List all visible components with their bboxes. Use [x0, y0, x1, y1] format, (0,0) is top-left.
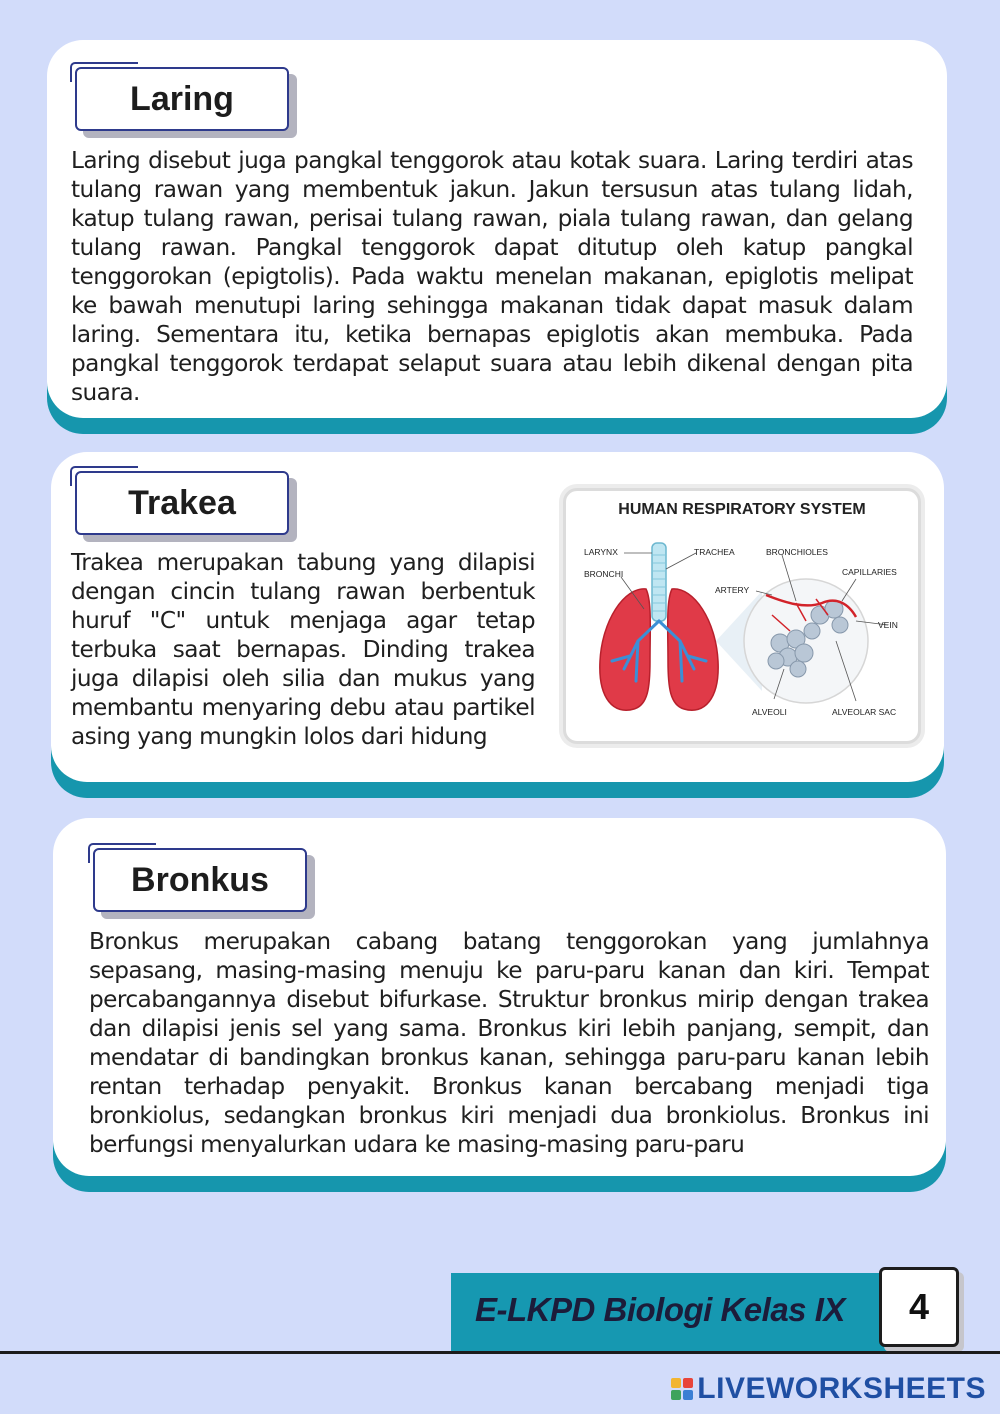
label-trachea: TRACHEA	[694, 547, 735, 557]
footer-divider	[0, 1351, 1000, 1354]
brand-name: LIVEWORKSHEETS	[697, 1372, 986, 1405]
label-artery: ARTERY	[715, 585, 750, 595]
diagram-title: HUMAN RESPIRATORY SYSTEM	[618, 501, 866, 518]
label-larynx: LARYNX	[584, 547, 618, 557]
respiratory-system-diagram	[563, 488, 921, 744]
label-vein: VEIN	[878, 620, 898, 630]
magnified-circle	[744, 579, 868, 703]
liveworksheets-icon	[671, 1378, 693, 1400]
bronkus-paragraph: Bronkus merupakan cabang batang tenggorokan yang jumlahnya sepasang, masing-masing menuju ke paru-paru kanan dan kiri. Tempat percabangannya disebut bifurkase. Struktur bronkus mirip dengan trakea dan dilapisi jenis sel yang sama. Bronkus kiri lebih panjang, sempit, dan mendatar di bandingkan bronkus kanan, sehingga paru-paru kanan lebih rentan terhadap penyakit. Bronkus kanan bercabang menjadi tiga bronkiolus, sedangkan bronkus kiri menjadi dua bronkiolus. Bronkus ini berfungsi menyalurkan udara ke masing-masing paru-paru	[89, 928, 929, 1158]
bronkus-heading	[93, 848, 307, 912]
footer-title: E-LKPD Biologi Kelas IX	[475, 1291, 845, 1328]
brand-logo[interactable]	[671, 1373, 986, 1405]
label-alveoli: ALVEOLI	[752, 707, 787, 717]
respiratory-illustration	[566, 491, 918, 741]
label-bronchi: BRONCHI	[584, 569, 624, 579]
laring-heading-text: Laring	[130, 79, 234, 118]
trakea-heading	[75, 471, 289, 535]
laring-paragraph: Laring disebut juga pangkal tenggorok atau kotak suara. Laring terdiri atas tulang rawan yang membentuk jakun. Jakun tersusun atas tulang lidah, katup tulang rawan, perisai tulang rawan, piala tulang rawan, dan gelang tulang rawan. Pangkal tenggorok dapat ditutup oleh katup pangkal tenggorokan (epigtolis). Pada waktu menelan makanan, epiglotis melipat ke bawah menutupi laring sehingga makanan tidak dapat masuk dalam laring. Sementara itu, ketika bernapas epiglotis akan membuka. Pada pangkal tenggorok terdapat selaput suara atau lebih dikenal dengan pita suara.	[71, 147, 913, 406]
trakea-heading-text: Trakea	[128, 483, 236, 522]
page-number-box	[879, 1267, 959, 1347]
label-capillaries: CAPILLARIES	[842, 567, 897, 577]
label-bronchioles: BRONCHIOLES	[766, 547, 828, 557]
right-lung-shape	[668, 589, 718, 710]
label-alveolar-sac: ALVEOLAR SAC	[832, 707, 897, 717]
trakea-paragraph: Trakea merupakan tabung yang dilapisi dengan cincin tulang rawan berbentuk huruf "C" untuk menjaga agar tetap terbuka saat bernapas. Dinding trakea juga dilapisi oleh silia dan mukus yang membantu menyaring debu atau partikel asing yang mungkin lolos dari hidung	[71, 549, 535, 750]
page-number: 4	[908, 1286, 930, 1327]
laring-heading	[75, 67, 289, 131]
bronkus-heading-text: Bronkus	[131, 860, 269, 899]
